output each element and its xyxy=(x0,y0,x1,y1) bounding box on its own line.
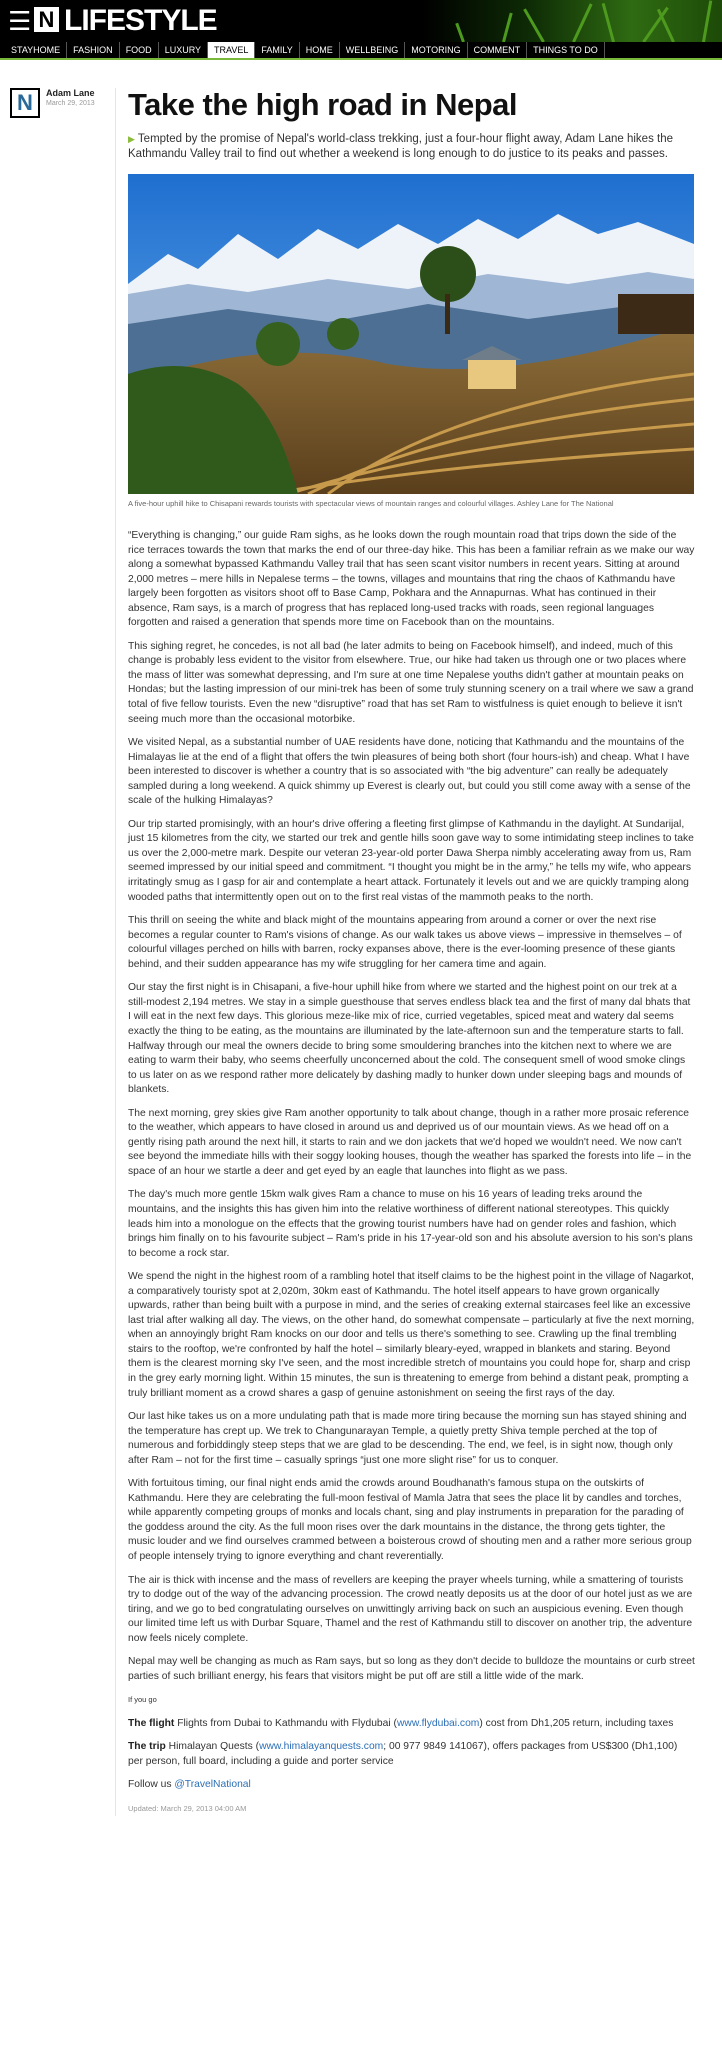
section-brand[interactable]: LIFESTYLE xyxy=(64,4,217,37)
article-paragraph: We visited Nepal, as a substantial number of UAE residents have done, noticing that Kathmandu and the mountains of the Himalayas lie at the end of a flight that offers the twin pleasures of being both short (four hours-ish) and cheap. What I have been interested to discover is whether a country that is so associated with “the big adventure” can really be adequately sampled during a long weekend. A quick shimmy up Everest is clearly out, but could you still come away with a sense of the scale of the hulking Himalayas? xyxy=(128,737,691,807)
hero-photo xyxy=(128,174,694,494)
nav-item-motoring[interactable]: MOTORING xyxy=(405,42,467,58)
article-paragraph: Our last hike takes us on a more undulating path that is made more tiring because the morning sun has stayed shining and the temperature has crept up. We trek to Changunarayan Temple, a quietly pretty Shiva temple perched at the top of numerous and forbiddingly steep steps that we are glad to be descending. The end, we feel, is in sight now, though only after Ram – not for the first time – casually springs “just one more slight rise” for us to conquer. xyxy=(128,1411,687,1466)
photo-caption: A five-hour uphill hike to Chisapani rewards tourists with spectacular views of mountain ranges and colourful villages. Ashley Lane for The National xyxy=(128,499,614,508)
article-paragraph: This thrill on seeing the white and black might of the mountains appearing from around a corner or over the next rise becomes a regular counter to Ram's visions of change. As our walk takes us above views – impressive in themselves – of colourful villages perched on hills with barren, rocky expanses above, there is the ever-looming presence of these giants behind, and their sudden appearance has my wife struggling for her camera time and again. xyxy=(128,915,682,970)
article-paragraph: Our trip started promisingly, with an hour's drive offering a fleeting first glimpse of Kathmandu in the daylight. At Sundarijal, just 15 kilometres from the city, we started our trek and gentle hills soon gave way to some intimidating steep inclines to take us over the 2,000-metre mark. Despite our veteran 23-year-old porter Dawa Sherpa nimbly accelerating away from us, Ram seemed impressed by our initial speed and commitment. “I thought you might be in the army,” he tells my wife, who appears irritatingly smug as I gasp for air and contemplate a heart attack. Fortunately it levels out and we are quickly tramping along wooded paths that intermittently open out on to the first real vistas of the mammoth peaks to the north. xyxy=(128,818,694,903)
nav-item-travel[interactable]: TRAVEL xyxy=(208,42,255,58)
nav-item-home[interactable]: HOME xyxy=(300,42,340,58)
nav-item-wellbeing[interactable]: WELLBEING xyxy=(340,42,406,58)
twitter-link[interactable]: @TravelNational xyxy=(174,1779,251,1791)
masthead xyxy=(0,0,722,42)
masthead-foliage-decoration xyxy=(422,0,722,42)
article-body xyxy=(128,529,695,1816)
author-column xyxy=(0,88,115,1816)
updated-timestamp: Updated: March 29, 2013 04:00 AM xyxy=(128,1803,247,1813)
follow-us: Follow us @TravelNational xyxy=(128,1779,251,1791)
article-paragraph: The day's much more gentle 15km walk gives Ram a chance to muse on his 16 years of leading treks around the mountains, and the insights this has given him into the relative worthiness of different national stereotypes. This quickly leads him into a monologue on the effects that the growing tourist numbers have had on gender roles and fashion, which brings him finally on to his favourite subject – Ram's pride in his 17-year-old son and his absolute aversion to his son's plans to become a rock star. xyxy=(128,1189,693,1259)
article-paragraph: This sighing regret, he concedes, is not all bad (he later admits to being on Facebook himself), and indeed, much of this change is probably less evident to the visitor from elsewhere. True, our hike had taken us through one or two places where the mass of litter was somewhat depressing, and I'm sure at one time Nepalese youths didn't gather at mountain peaks on Hondas; but the lasting impression of our mini-trek has been of some truly stunning scenery on a trail where we saw a grand total of five fellow tourists. Even the new “disruptive” road that has set Ram to wistfulness is quiet enough to believe it isn't seeing much more than the occasional motorbike. xyxy=(128,640,694,725)
flight-info: The flight Flights from Dubai to Kathmandu with Flydubai (www.flydubai.com) cost from Dh1,205 return, including taxes xyxy=(128,1717,674,1729)
author-avatar: N xyxy=(10,88,40,118)
if-you-go-heading: If you go xyxy=(128,1695,157,1705)
nav-item-stayhome[interactable]: STAYHOME xyxy=(5,42,67,58)
article-paragraph: Nepal may well be changing as much as Ram says, but so long as they don't decide to bulldoze the mountains or curb street parties of such brilliant energy, his fears that visitors might be put off are still a little wide of the mark. xyxy=(128,1656,695,1682)
nav-item-comment[interactable]: COMMENT xyxy=(468,42,528,58)
nav-item-things-to-do[interactable]: THINGS TO DO xyxy=(527,42,605,58)
trip-info: The trip Himalayan Quests (www.himalayanquests.com; 00 977 9849 141067), offers packages from US$300 (Dh1,100) per person, full board, including a guide and porter service xyxy=(128,1741,678,1767)
nav-item-food[interactable]: FOOD xyxy=(120,42,159,58)
menu-icon[interactable]: ☰ xyxy=(8,6,32,36)
article-paragraph: The next morning, grey skies give Ram another opportunity to talk about change, though in a rather more prosaic reference to the weather, which appears to have closed in around us and deprived us of our mountain views. As we head off on a gently rising path around the next hill, it starts to rain and we don jackets that we'd hoped we wouldn't need. We now can't see beyond the immediate hills with their soggy looking houses, though the weather has sparked the forests into life – in the space of an hour we startle a deer and get eyed by an eagle that launches into flight as we pass. xyxy=(128,1107,692,1177)
author-name[interactable]: Adam Lane xyxy=(46,88,95,98)
article-paragraph: With fortuitous timing, our final night ends amid the crowds around Boudhanath's famous stupa on the outskirts of Kathmandu. Here they are celebrating the full-moon festival of Mamla Jatra that sees the place lit by candles and torches, while apparently competing groups of monks and locals chant, sing and play instruments in preparation for the parading of the goddess around the city. As the full moon rises over the dark mountains in the distance, the throng gets tighter, the music louder and we find ourselves crammed between a boisterous crowd of shouting men and a rather more serious group of people intensely trying to ignore everything and chant reverentially. xyxy=(128,1478,692,1562)
publish-date: March 29, 2013 xyxy=(46,100,95,107)
nav-item-luxury[interactable]: LUXURY xyxy=(159,42,208,58)
article-standfirst: ▶ Tempted by the promise of Nepal's world-class trekking, just a four-hour flight away, Adam Lane hikes the Kathmandu Valley trail to find out whether a weekend is long enough to do justice to its peaks and passes. xyxy=(128,133,673,160)
article xyxy=(115,88,695,1816)
section-nav xyxy=(0,42,722,60)
flydubai-link[interactable]: www.flydubai.com xyxy=(396,1717,480,1729)
standfirst-arrow-icon: ▶ xyxy=(128,134,135,144)
article-paragraph: Our stay the first night is in Chisapani, a five-hour uphill hike from where we started and the highest point on our trek at a still-modest 2,194 metres. We stay in a simple guesthouse that serves endless black tea and the first of many dal bhats that I will eat in the next few days. This glorious meze-like mix of rice, curried vegetables, spiced meat and watery dal seems exactly the thing to be eating, as the mountains are illuminated by the late-afternoon sun and the temperature starts to fall. Halfway through our meal the owners decide to bring some smouldering branches into the kitchen next to where we are eating to warm their baby, who seems cheerfully unconcerned about the cold. The consequent smell of wood smoke clings to us later on as we respond rather more delicately by dashing madly to hunker down under sleeping bags and mounds of blankets. xyxy=(128,982,691,1096)
site-logo[interactable]: N xyxy=(34,7,59,32)
article-paragraph: We spend the night in the highest room of a rambling hotel that itself claims to be the highest point in the village of Nagarkot, a comparatively touristy spot at 2,020m, 30km east of Kathmandu. The hotel itself appears to have grown organically upwards, rather than being built with a purpose in mind, and the series of creaking external staircases feel like an excessive last trial after walking all day. The views, on the other hand, do somewhat compensate – particularly at five the next morning, when an annoyingly bright Ram knocks on our door and tells us there's something to see. Crawling up the final trembling stairs to the rooftop, we're confronted by half the hotel – similarly bleary-eyed, wrapped in blankets and staring. Beyond them is the clearest morning sky I've seen, and the most incredible stretch of mountains you could hope for, sharp and crisp in the grey early morning light. Within 15 minutes, the sun is threatening to emerge from behind a distant peak, prompting a truly brilliant moment as a crowd shares a gasp of genuine astonishment on seeing the first rays of the day. xyxy=(128,1271,695,1399)
article-paragraph: “Everything is changing,” our guide Ram sighs, as he looks down the rough mountain road that trips down the side of the rice terraces towards the town that marks the end of our three-day hike. This has been a familiar refrain as we make our way along a somewhat bypassed Kathmandu Valley trail that has seen scant visitor numbers in recent years. Sitting at around 2,000 metres – mere hills in Nepalese terms – the towns, villages and mountains that ring the chaos of Kathmandu have largely been forgotten as visitors shoot off to Base Camp, Pokhara and the Annapurnas. What has continued in their absence, Ram says, is a march of progress that has replaced long-used tracks with roads, seen regional languages forgotten and raised a generation that spends more time on Facebook than on the mountains. xyxy=(128,530,695,629)
himalayanquests-link[interactable]: www.himalayanquests.com xyxy=(259,1741,384,1753)
nav-item-fashion[interactable]: FASHION xyxy=(67,42,120,58)
article-paragraph: The air is thick with incense and the mass of revellers are keeping the prayer wheels turning, while a smattering of tourists try to dodge out of the way of the advancing procession. The crowd neatly deposits us at the door of our hotel just as we are tiring, and we go to bed congratulating ourselves on unwittingly arriving back on such an auspicious evening. Even though our limited time left us with Durbar Square, Thamel and the rest of Kathmandu still to discover on another trip, the adventure now feels nicely complete. xyxy=(128,1574,693,1644)
article-title: Take the high road in Nepal xyxy=(128,87,517,122)
nav-item-family[interactable]: FAMILY xyxy=(255,42,299,58)
